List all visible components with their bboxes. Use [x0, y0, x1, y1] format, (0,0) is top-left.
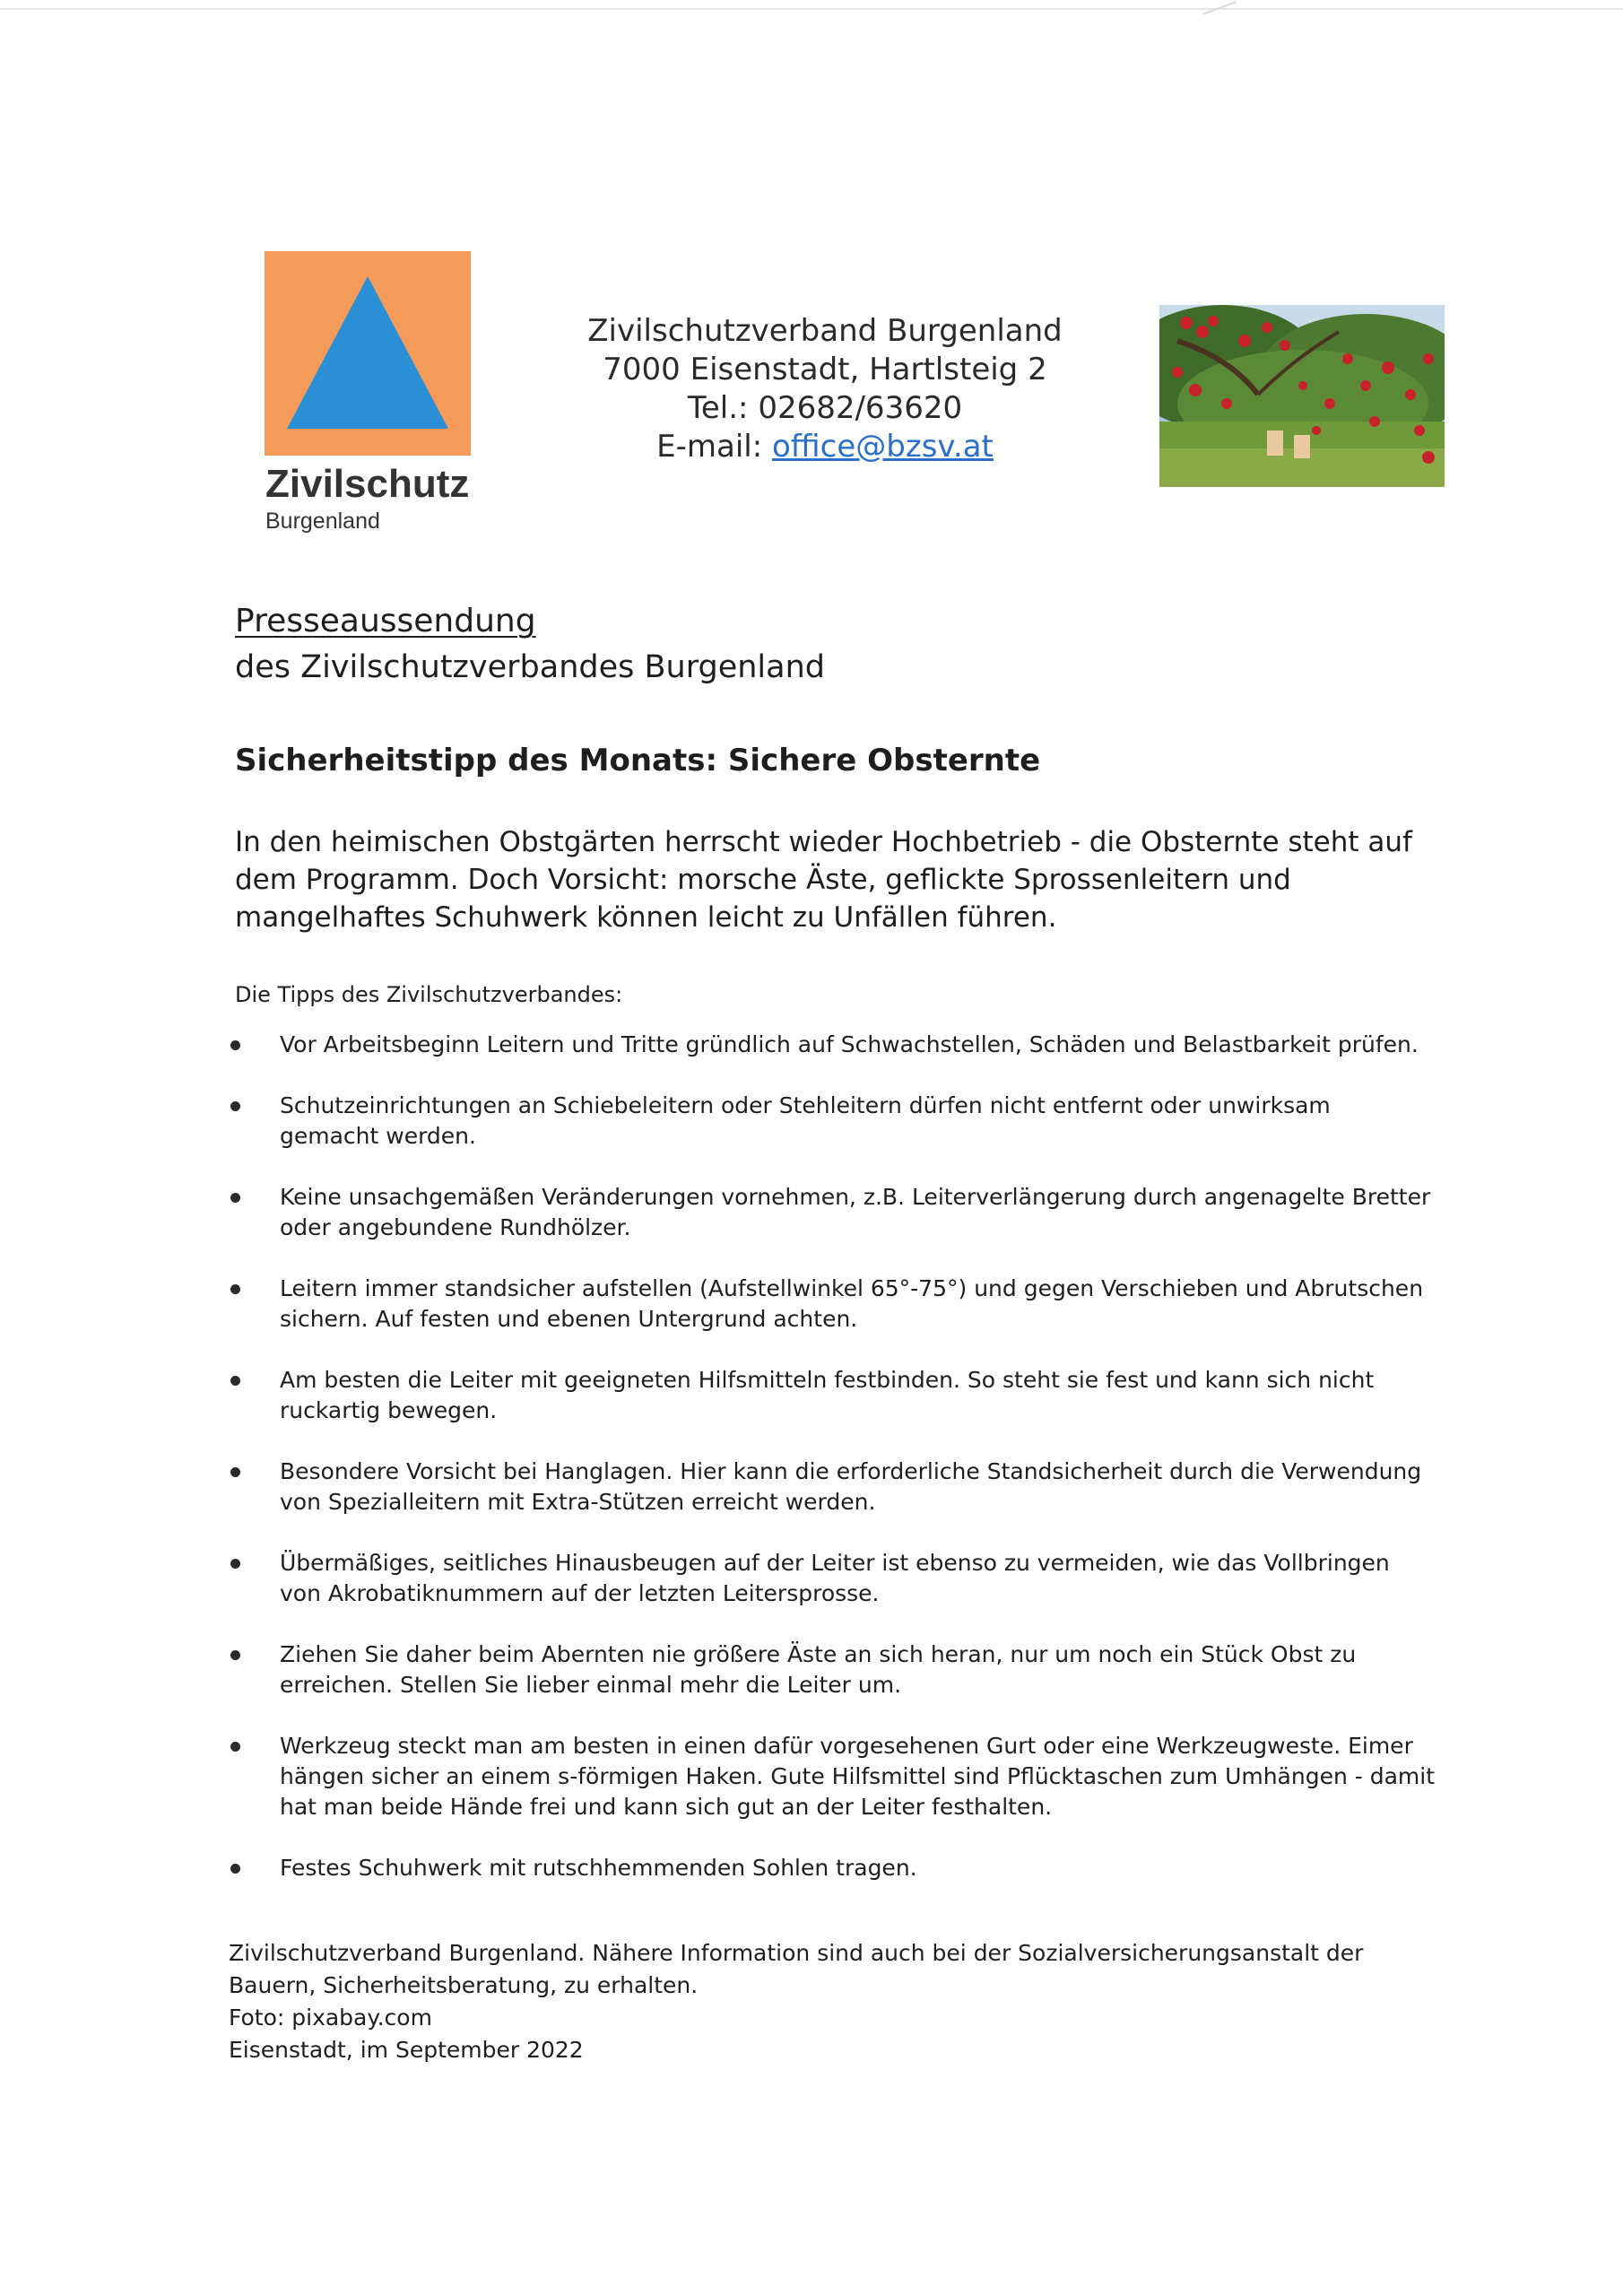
- scan-edge-line: [0, 8, 1623, 10]
- tip-text: Keine unsachgemäßen Veränderungen vornehmen, z.B. Leiterverlängerung durch angenagelte Bretter oder angebundene Rundhölzer.: [280, 1184, 1431, 1240]
- tip-text: Am besten die Leiter mit geeigneten Hilfsmitteln festbinden. So steht sie fest und kann sich nicht ruckartig bewegen.: [280, 1367, 1375, 1423]
- bullet-icon: [230, 1284, 240, 1294]
- address-org: Zivilschutzverband Burgenland: [587, 313, 1063, 349]
- tip-text: Vor Arbeitsbeginn Leitern und Tritte gründlich auf Schwachstellen, Schäden und Belastbarkeit prüfen.: [280, 1031, 1419, 1057]
- email-label: E-mail:: [656, 429, 763, 465]
- address-phone: Tel.: 02682/63620: [687, 390, 963, 426]
- bullet-icon: [230, 1467, 240, 1477]
- tip-item: [226, 1639, 1436, 1700]
- article-title: Sicherheitstipp des Monats: Sichere Obsternte: [235, 743, 1041, 778]
- tip-item: [226, 1030, 1436, 1060]
- footer-place-date: Eisenstadt, im September 2022: [229, 2037, 584, 2063]
- tip-text: Besondere Vorsicht bei Hanglagen. Hier kann die erforderliche Standsicherheit durch die Verwendung von Spezialleitern mit Extra-Stützen erreicht werden.: [280, 1458, 1422, 1515]
- bullet-icon: [230, 1376, 240, 1386]
- tip-text: Ziehen Sie daher beim Abernten nie größere Äste an sich heran, nur um noch ein Stück Obst zu erreichen. Stellen Sie lieber einmal mehr die Leiter um.: [280, 1641, 1357, 1698]
- bullet-icon: [230, 1864, 240, 1874]
- tip-item: [226, 1274, 1436, 1335]
- tip-item: [226, 1182, 1436, 1243]
- apple-orchard-photo-icon: [1159, 305, 1445, 487]
- intro-paragraph: In den heimischen Obstgärten herrscht wieder Hochbetrieb - die Obsternte steht auf dem Programm. Doch Vorsicht: morsche Äste, geflickte Sprossenleitern und mangelhaftes Schuhwerk können leicht zu Unfällen führen.: [235, 826, 1412, 934]
- tip-item: [226, 1731, 1436, 1822]
- footer-info: Zivilschutzverband Burgenland. Nähere Information sind auch bei der Sozialversicherungsanstalt der Bauern, Sicherheitsberatung, zu erhalten.: [229, 1940, 1364, 1998]
- tip-item: [226, 1457, 1436, 1518]
- address-street: 7000 Eisenstadt, Hartlsteig 2: [603, 352, 1047, 387]
- tip-text: Werkzeug steckt man am besten in einen dafür vorgesehenen Gurt oder eine Werkzeugweste. Eimer hängen sicher an einem s-förmigen Haken. Gute Hilfsmittel sind Pflücktaschen zum Umhängen - damit hat man beide Hände frei und kann sich gut an der Leiter festhalten.: [280, 1733, 1436, 1820]
- tip-item: [226, 1091, 1436, 1152]
- footer-block: [229, 1937, 1430, 2066]
- logo-title: Zivilschutz: [265, 462, 470, 506]
- tips-list: [226, 1030, 1436, 1914]
- tip-text: Schutzeinrichtungen an Schiebeleitern oder Stehleitern dürfen nicht entfernt oder unwirksam gemacht werden.: [280, 1092, 1331, 1149]
- tip-text: Festes Schuhwerk mit rutschhemmenden Sohlen tragen.: [280, 1855, 917, 1881]
- bullet-icon: [230, 1101, 240, 1111]
- bullet-icon: [230, 1650, 240, 1660]
- footer-photo-credit: Foto: pixabay.com: [229, 2005, 432, 2031]
- email-link[interactable]: office@bzsv.at: [771, 429, 994, 465]
- tips-label: Die Tipps des Zivilschutzverbandes:: [235, 982, 623, 1007]
- logo-subtitle: Burgenland: [265, 509, 380, 534]
- tip-item: [226, 1365, 1436, 1426]
- tip-item: [226, 1853, 1436, 1883]
- address-block: [538, 312, 1112, 466]
- tip-item: [226, 1548, 1436, 1609]
- press-release-heading: Presseaussendung: [235, 603, 536, 639]
- zivilschutz-logo-icon: [265, 251, 471, 456]
- tip-text: Übermäßiges, seitliches Hinausbeugen auf der Leiter ist ebenso zu vermeiden, wie das Vollbringen von Akrobatiknummern auf der letzten Leitersprosse.: [280, 1550, 1390, 1606]
- address-email-line: [538, 428, 1112, 466]
- tip-text: Leitern immer standsicher aufstellen (Aufstellwinkel 65°-75°) und gegen Verschieben und Abrutschen sichern. Auf festen und ebenen Untergrund achten.: [280, 1275, 1424, 1332]
- bullet-icon: [230, 1193, 240, 1203]
- bullet-icon: [230, 1040, 240, 1050]
- press-release-subheading: des Zivilschutzverbandes Burgenland: [235, 649, 825, 685]
- bullet-icon: [230, 1559, 240, 1569]
- bullet-icon: [230, 1742, 240, 1752]
